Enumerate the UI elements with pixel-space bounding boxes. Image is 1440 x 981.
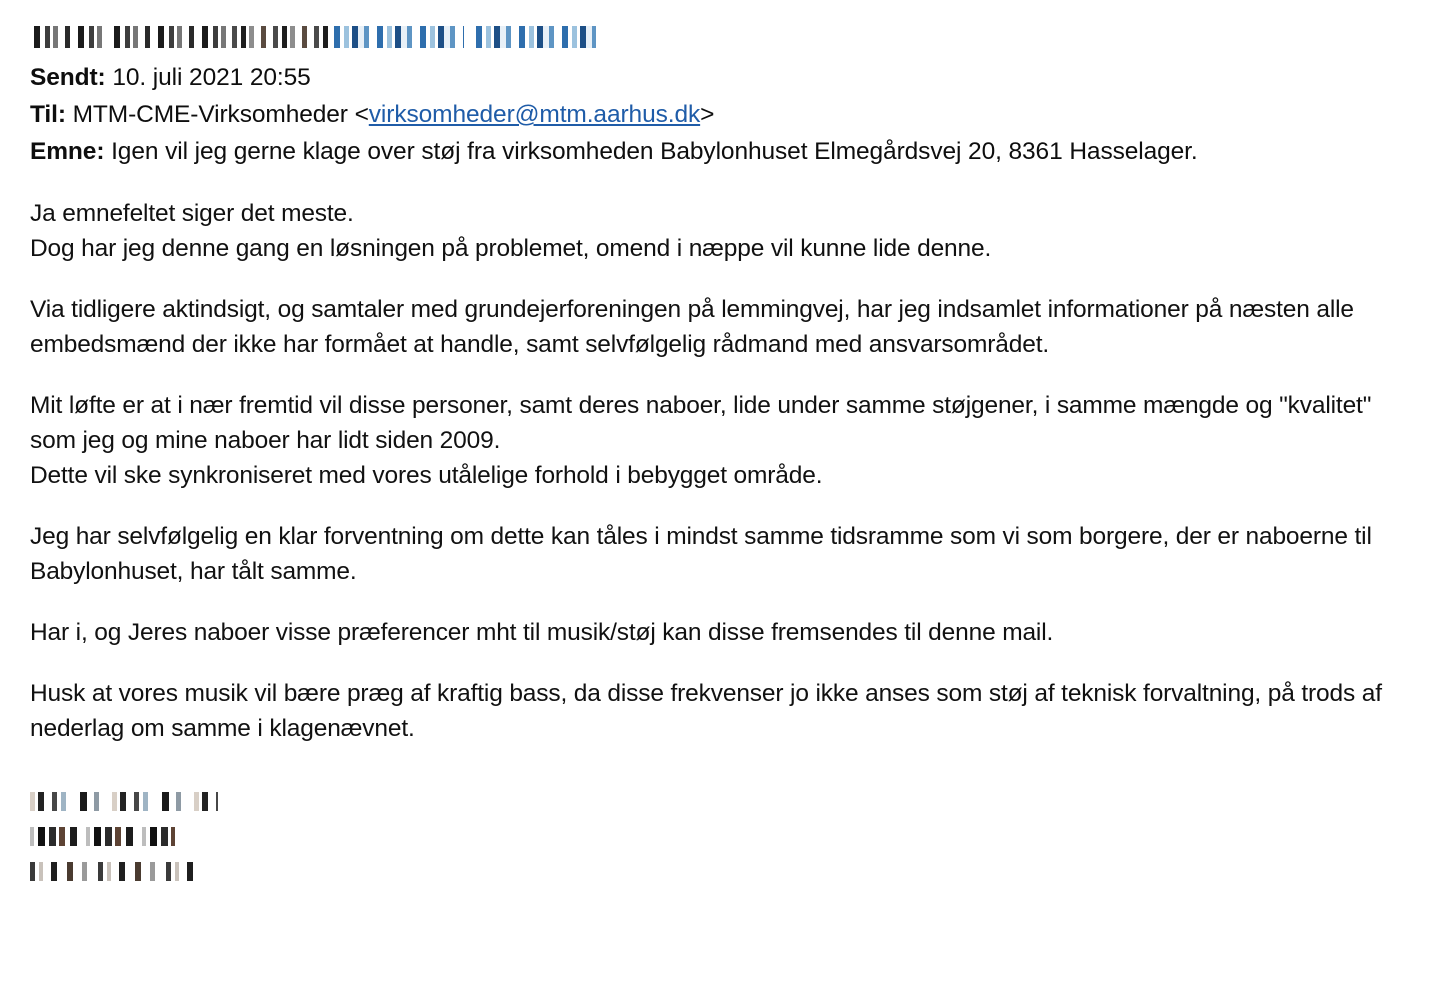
email-signature bbox=[30, 790, 1410, 886]
redacted-signature-city bbox=[30, 862, 202, 881]
header-to-label: Til: bbox=[30, 101, 73, 128]
redacted-sender-email bbox=[334, 26, 464, 48]
body-paragraph: Mit løfte er at i nær fremtid vil disse personer, samt deres naboer, lide under samme støjgener, i samme mængde og "kvalitet" som jeg og mine naboer har lidt siden 2009. bbox=[30, 392, 1372, 454]
header-subject-value: Igen vil jeg gerne klage over støj fra virksomheden Babylonhuset Elmegårdsvej 20, 8361 Hasselager. bbox=[111, 138, 1198, 165]
redacted-signature-name bbox=[30, 792, 218, 811]
redacted-sender-email-2 bbox=[476, 26, 596, 48]
header-to-bracket-open: < bbox=[354, 101, 369, 128]
body-paragraph: Ja emnefeltet siger det meste. bbox=[30, 200, 354, 227]
body-paragraph: Jeg har selvfølgelig en klar forventning om dette kan tåles i mindst samme tidsramme som vi som borgere, der er naboerne til Babylonhuset, har tålt samme. bbox=[30, 523, 1372, 585]
header-sent-value: 10. juli 2021 20:55 bbox=[112, 64, 311, 91]
signature-street-line bbox=[30, 825, 1410, 851]
header-from-line bbox=[30, 26, 1410, 56]
signature-city-line bbox=[30, 860, 1410, 886]
recipient-email-link[interactable]: virksomheder@mtm.aarhus.dk bbox=[368, 101, 701, 128]
body-paragraph: Har i, og Jeres naboer visse præferencer mht til musik/støj kan disse fremsendes til denne mail. bbox=[30, 619, 1054, 646]
body-paragraph: Husk at vores musik vil bære præg af kraftig bass, da disse frekvenser jo ikke anses som støj af teknisk forvaltning, på trods af nederlag om samme i klagenævnet. bbox=[30, 680, 1382, 742]
redacted-sender-name-2 bbox=[114, 26, 226, 48]
header-to-bracket-close: > bbox=[700, 101, 715, 128]
header-from-label bbox=[30, 26, 31, 27]
redacted-signature-street bbox=[30, 827, 175, 846]
body-paragraph: Dog har jeg denne gang en løsningen på problemet, omend i næppe vil kunne lide denne. bbox=[30, 235, 992, 262]
header-sent-line bbox=[30, 59, 1410, 96]
email-header bbox=[30, 26, 1410, 170]
signature-name-line bbox=[30, 790, 1410, 816]
redacted-sender-name-3 bbox=[232, 26, 328, 48]
header-to-line bbox=[30, 96, 1410, 133]
header-subject-label: Emne: bbox=[30, 138, 112, 165]
header-sent-label: Sendt: bbox=[30, 64, 113, 91]
header-subject-line bbox=[30, 133, 1410, 170]
redacted-sender-name bbox=[34, 26, 106, 48]
body-paragraph: Via tidligere aktindsigt, og samtaler med grundejerforeningen på lemmingvej, har jeg indsamlet informationer på næsten alle embedsmænd der ikke har formået at handle, samt selvfølgelig rådmand med ansvarsområdet. bbox=[30, 296, 1354, 358]
header-to-recipient: MTM-CME-Virksomheder bbox=[72, 101, 355, 128]
body-paragraph: Dette vil ske synkroniseret med vores utålelige forhold i bebygget område. bbox=[30, 462, 823, 489]
email-body bbox=[30, 196, 1410, 746]
